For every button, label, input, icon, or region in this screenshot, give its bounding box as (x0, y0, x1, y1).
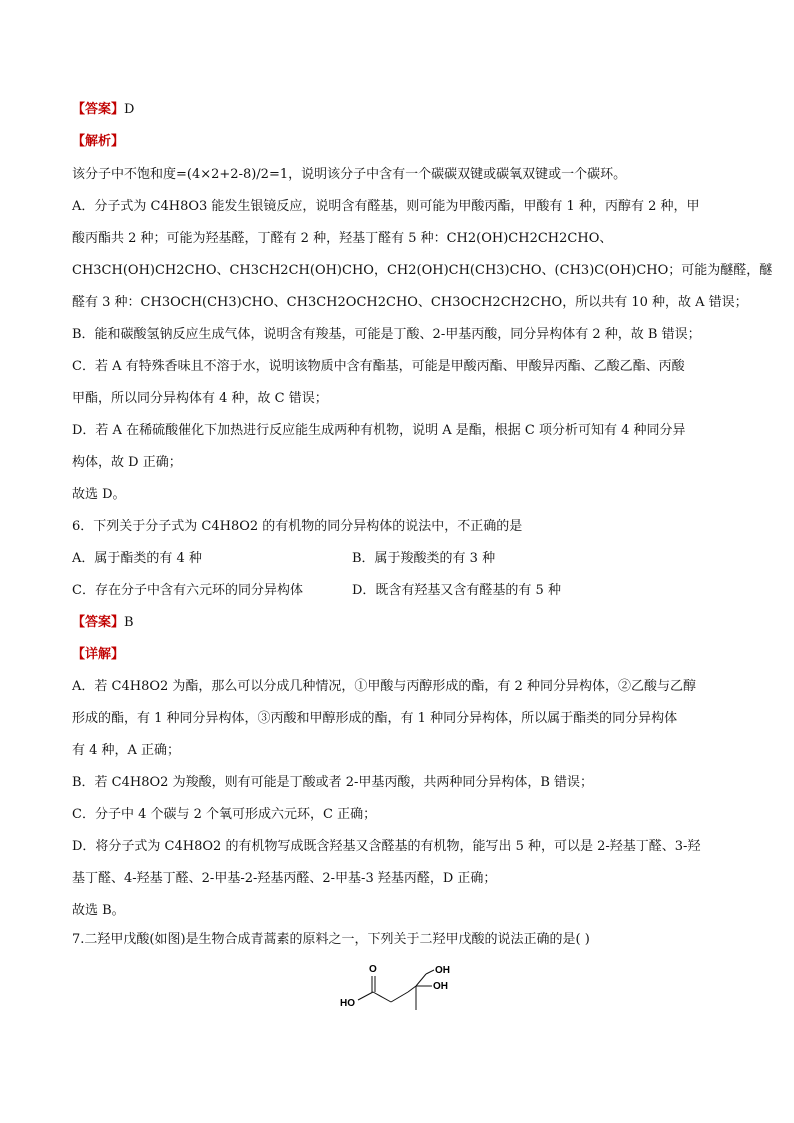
q5-line: C．若 A 有特殊香味且不溶于水，说明该物质中含有酯基，可能是甲酸丙酯、甲酸异丙酯、乙酸乙酯、丙酸 (72, 359, 685, 374)
detail-tag-label: 详解 (85, 647, 112, 662)
q5-line: CH3CH(OH)CH2CHO、CH3CH2CH(OH)CHO，CH2(OH)CH(CH3)CHO、(CH3)C(OH)CHO；可能为醚醛，醚 (72, 263, 773, 278)
bond (408, 986, 416, 992)
q6-option-c: C．存在分子中含有六元环的同分异构体 (72, 583, 303, 598)
atom-o: O (369, 964, 377, 975)
q6-detail-line: 有 4 种，A 正确； (72, 743, 181, 758)
answer-tag-label: 答案 (85, 615, 112, 630)
q6-stem: 6．下列关于分子式为 C4H8O2 的有机物的同分异构体的说法中，不正确的是 (72, 519, 523, 534)
answer-tag-close: 】 (111, 102, 125, 117)
answer-tag-close: 】 (111, 615, 125, 630)
bond (358, 992, 373, 1000)
analysis-line (72, 132, 722, 152)
q5-line: 甲酯，所以同分异构体有 4 种，故 C 错误； (72, 391, 328, 406)
answer-line-2 (72, 613, 722, 633)
detail-tag-open: 【 (72, 647, 86, 662)
structure-diagram (336, 960, 466, 1022)
q6-detail-line: 基丁醛、4-羟基丁醛、2-甲基-2-羟基丙醛、2-甲基-3 羟基丙醛，D 正确； (72, 871, 497, 886)
answer-line-1 (72, 100, 722, 120)
atom-oh-1: OH (435, 965, 450, 976)
structure-svg (336, 960, 466, 1022)
analysis-tag-open: 【 (72, 134, 86, 149)
q6-detail-line: 形成的酯，有 1 种同分异构体，③丙酸和甲醇形成的酯，有 1 种同分异构体，所以属于酯类的同分异构体 (72, 711, 678, 726)
detail-tag-close: 】 (111, 647, 125, 662)
q6-detail-line: 故选 B。 (72, 903, 125, 918)
answer-value: B (124, 615, 134, 630)
bond (426, 970, 434, 974)
bond (416, 974, 426, 986)
q5-line: 醛有 3 种：CH3OCH(CH3)CHO、CH3CH2OCH2CHO、CH3OCH2CH2CHO，所以共有 10 种，故 A 错误； (72, 295, 748, 310)
analysis-tag-label: 解析 (85, 134, 112, 149)
q7-stem: 7.二羟甲戊酸(如图)是生物合成青蒿素的原料之一，下列关于二羟甲戊酸的说法正确的是( ) (72, 932, 590, 947)
answer-tag-label: 答案 (85, 102, 112, 117)
q6-option-a: A．属于酯类的有 4 种 (72, 551, 202, 566)
q6-option-d: D．既含有羟基又含有醛基的有 5 种 (352, 583, 561, 598)
q5-line: 构体，故 D 正确； (72, 455, 182, 470)
bond (373, 992, 391, 1002)
q5-line: 故选 D。 (72, 487, 126, 502)
q5-line: A．分子式为 C4H8O3 能发生银镜反应，说明含有醛基，则可能为甲酸丙酯，甲酸有 1 种，丙醇有 2 种，甲 (72, 199, 700, 214)
q5-line: 该分子中不饱和度=(4×2+2-8)/2=1，说明该分子中含有一个碳碳双键或碳氧双键或一个碳环。 (72, 167, 627, 182)
atom-oh-2: OH (433, 981, 448, 992)
answer-tag-open: 【 (72, 102, 86, 117)
answer-tag-open: 【 (72, 615, 86, 630)
q6-detail-line: B．若 C4H8O2 为羧酸，则有可能是丁酸或者 2-甲基丙酸，共两种同分异构体，B 错误； (72, 775, 594, 790)
q6-detail-line: A．若 C4H8O2 为酯，那么可以分成几种情况，①甲酸与丙醇形成的酯，有 2 种同分异构体，②乙酸与乙醇 (72, 679, 696, 694)
detail-line (72, 645, 722, 665)
bond (391, 992, 408, 1002)
q6-option-b: B．属于羧酸类的有 3 种 (352, 551, 496, 566)
q5-line: B．能和碳酸氢钠反应生成气体，说明含有羧基，可能是丁酸、2-甲基丙酸，同分异构体有 2 种，故 B 错误； (72, 327, 701, 342)
q6-detail-line: D．将分子式为 C4H8O2 的有机物写成既含羟基又含醛基的有机物，能写出 5 种，可以是 2-羟基丁醛、3-羟 (72, 839, 701, 854)
analysis-tag-close: 】 (111, 134, 125, 149)
answer-value: D (124, 102, 135, 117)
atom-ho: HO (340, 998, 355, 1009)
q6-detail-line: C．分子中 4 个碳与 2 个氧可形成六元环，C 正确； (72, 807, 377, 822)
q5-line: D．若 A 在稀硫酸催化下加热进行反应能生成两种有机物，说明 A 是酯，根据 C 项分析可知有 4 种同分异 (72, 423, 686, 438)
q5-line: 酸丙酯共 2 种；可能为羟基醛，丁醛有 2 种，羟基丁醛有 5 种：CH2(OH)CH2CH2CHO、 (72, 231, 613, 246)
